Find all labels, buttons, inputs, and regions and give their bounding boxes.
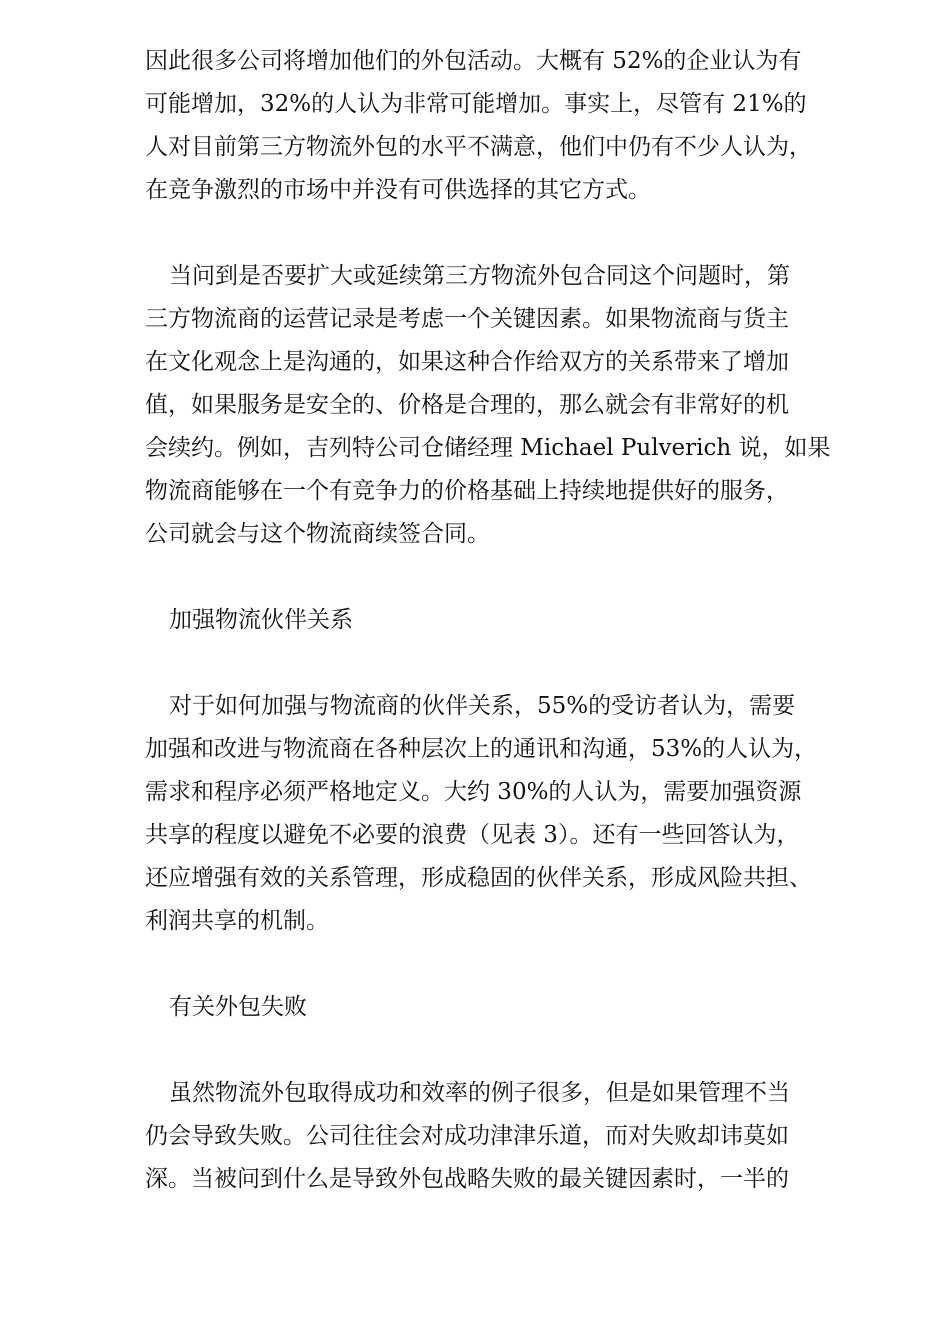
paragraph-line: 公司就会与这个物流商续签合同。: [145, 521, 490, 547]
paragraph-line: 还应增强有效的关系管理，形成稳固的伙伴关系，形成风险共担、: [145, 865, 812, 891]
paragraph-line: 会续约。例如，吉列特公司仓储经理 Michael Pulverich 说，如果: [145, 435, 831, 461]
paragraph-line: 因此很多公司将增加他们的外包活动。大概有 52%的企业认为有: [145, 48, 802, 74]
paragraph-line: 需求和程序必须严格地定义。大约 30%的人认为，需要加强资源: [145, 779, 802, 805]
paragraph-gap: [145, 1029, 885, 1072]
paragraph-line: 值，如果服务是安全的、价格是合理的，那么就会有非常好的机: [145, 392, 789, 418]
paragraph-contract-renewal: [145, 255, 885, 556]
paragraph-line: 三方物流商的运营记录是考虑一个关键因素。如果物流商与货主: [145, 306, 789, 332]
paragraph-line: 利润共享的机制。: [145, 908, 329, 934]
paragraph-failure: [145, 1072, 885, 1201]
paragraph-line: 共享的程度以避免不必要的浪费（见表 3）。还有一些回答认为，: [145, 822, 800, 848]
paragraph-line: 对于如何加强与物流商的伙伴关系，55%的受访者认为，需要: [169, 693, 796, 719]
section-heading-partnership: 加强物流伙伴关系: [169, 607, 353, 633]
paragraph-gap: [145, 212, 885, 255]
paragraph-outsourcing-trend: [145, 40, 885, 212]
paragraph-line: 在竞争激烈的市场中并没有可供选择的其它方式。: [145, 177, 651, 203]
paragraph-line: 深。当被问到什么是导致外包战略失败的最关键因素时，一半的: [145, 1166, 789, 1192]
paragraph-line: 加强和改进与物流商在各种层次上的通讯和沟通，53%的人认为，: [145, 736, 818, 762]
paragraph-line: 人对目前第三方物流外包的水平不满意，他们中仍有不少人认为，: [145, 134, 812, 160]
paragraph-line: 当问到是否要扩大或延续第三方物流外包合同这个问题时，第: [169, 263, 790, 289]
paragraph-gap: [145, 943, 885, 986]
paragraph-line: 仍会导致失败。公司往往会对成功津津乐道，而对失败却讳莫如: [145, 1123, 789, 1149]
paragraph-line: 虽然物流外包取得成功和效率的例子很多，但是如果管理不当: [169, 1080, 790, 1106]
paragraph-line: 在文化观念上是沟通的，如果这种合作给双方的关系带来了增加: [145, 349, 789, 375]
paragraph-gap: [145, 642, 885, 685]
paragraph-line: 物流商能够在一个有竞争力的价格基础上持续地提供好的服务，: [145, 478, 789, 504]
paragraph-partnership: [145, 685, 885, 943]
document-page: [145, 40, 885, 1201]
paragraph-line: 可能增加，32%的人认为非常可能增加。事实上，尽管有 21%的: [145, 91, 807, 117]
section-heading-outsourcing-failure: 有关外包失败: [169, 994, 307, 1020]
paragraph-gap: [145, 556, 885, 599]
